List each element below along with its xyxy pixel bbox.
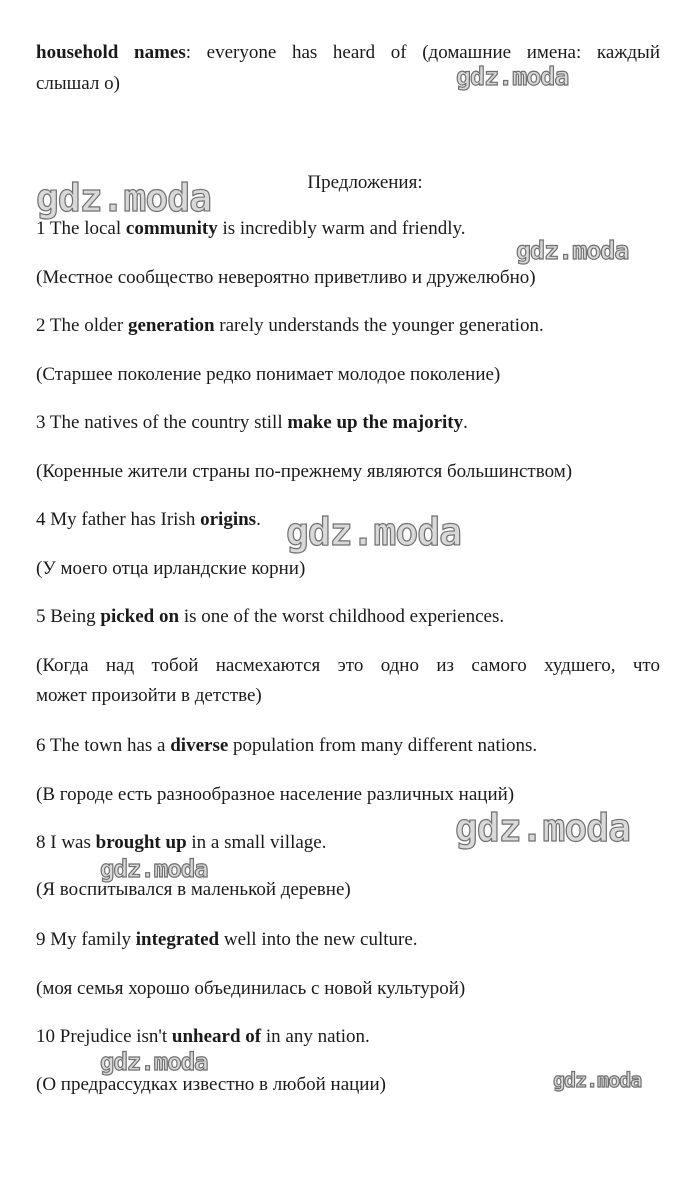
intro-term: household names [36, 42, 186, 63]
watermark: gdz.moda [455, 806, 631, 850]
translation-9: (моя семья хорошо объединилась с новой культурой) [36, 978, 466, 999]
sentence-1: 1 The local community is incredibly warm and friendly. [36, 218, 466, 239]
sentence-6: 6 The town has a diverse population from many different nations. [36, 735, 538, 756]
key-term: brought up [95, 832, 187, 853]
key-term: community [125, 218, 218, 239]
sentence-number: 2 [36, 315, 46, 336]
translation-4: (У моего отца ирландские корни) [36, 558, 306, 579]
sentence-9: 9 My family integrated well into the new culture. [36, 929, 418, 950]
key-term: picked on [100, 606, 180, 627]
translation-10: (О предрассудках известно в любой нации) [36, 1074, 386, 1095]
translation-8: (Я воспитывался в маленькой деревне) [36, 879, 351, 900]
translation-2: (Старшее поколение редко понимает молодое поколение) [36, 364, 501, 385]
key-term: unheard of [171, 1026, 262, 1047]
watermark: gdz.moda [100, 855, 208, 883]
watermark: gdz.moda [553, 1068, 642, 1092]
watermark: gdz.moda [516, 236, 629, 265]
sentence-3: 3 The natives of the country still make up the majority. [36, 412, 468, 433]
key-term: generation [128, 315, 215, 336]
sentence-number: 1 [36, 218, 46, 239]
sentence-5: 5 Being picked on is one of the worst childhood experiences. [36, 606, 505, 627]
intro-line-1 [36, 42, 660, 64]
sentence-number: 10 [36, 1026, 55, 1047]
sentence-number: 9 [36, 929, 46, 950]
sentence-10: 10 Prejudice isn't unheard of in any nation. [36, 1026, 370, 1047]
sentence-number: 5 [36, 606, 46, 627]
sentence-number: 4 [36, 509, 46, 530]
sentence-number: 8 [36, 832, 46, 853]
intro-definition: : everyone has heard of (домашние имена: каждый [185, 42, 660, 63]
sentence-2: 2 The older generation rarely understands the younger generation. [36, 315, 544, 336]
section-title: Предложения: [307, 172, 423, 193]
watermark: gdz.moda [36, 176, 212, 220]
translation-5-line-2: может произойти в детстве) [36, 685, 262, 706]
translation-5-line-1: (Когда над тобой насмехаются это одно из самого худшего, что [36, 655, 660, 676]
watermark: gdz.moda [286, 510, 462, 554]
sentence-number: 3 [36, 412, 46, 433]
watermark: gdz.moda [456, 62, 569, 91]
sentence-4: 4 My father has Irish origins. [36, 509, 261, 530]
translation-6: (В городе есть разнообразное население различных наций) [36, 784, 515, 805]
key-term: make up the majority [287, 412, 464, 433]
sentence-8: 8 I was brought up in a small village. [36, 832, 327, 853]
key-term: diverse [170, 735, 229, 756]
key-term: integrated [135, 929, 220, 950]
translation-1: (Местное сообщество невероятно приветливо и дружелюбно) [36, 267, 536, 288]
sentence-number: 6 [36, 735, 46, 756]
watermark: gdz.moda [100, 1048, 208, 1076]
intro-line-2: слышал о) [36, 73, 120, 94]
translation-3: (Коренные жители страны по-прежнему являются большинством) [36, 461, 573, 482]
key-term: origins [200, 509, 257, 530]
